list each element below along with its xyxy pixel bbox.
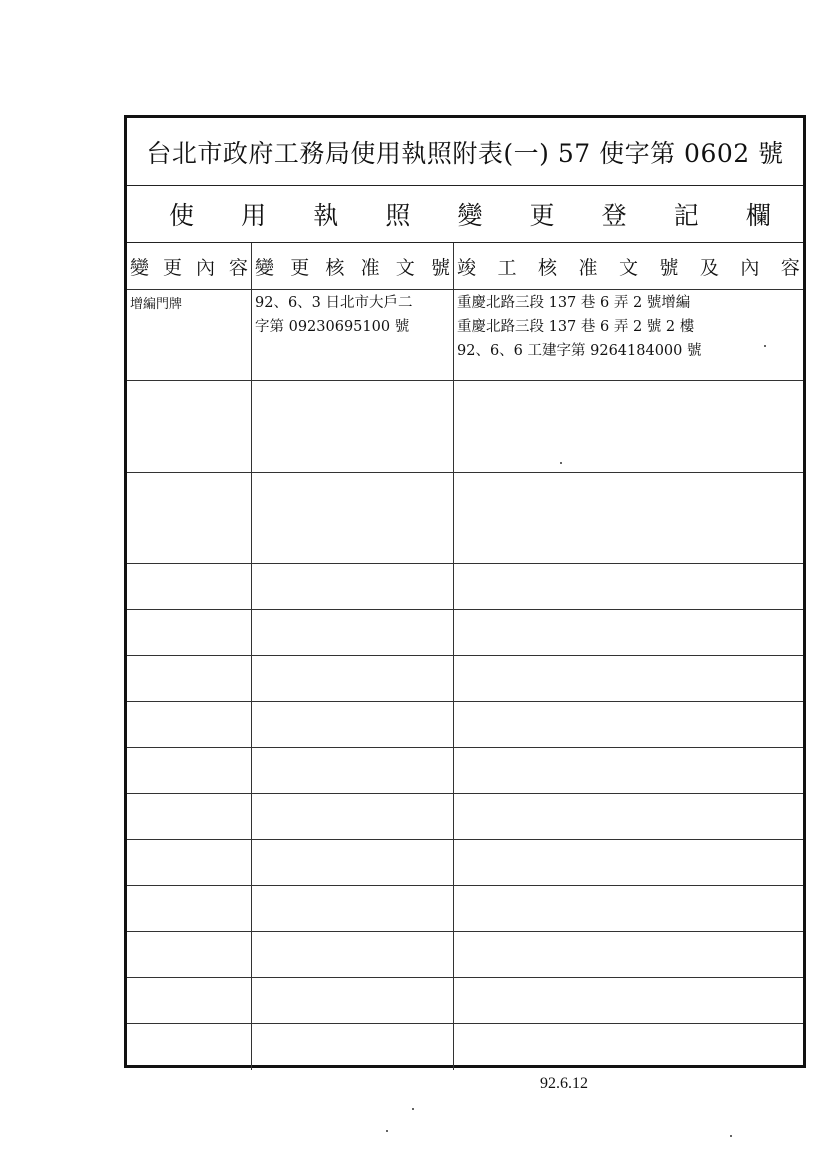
section-heading-char: 更 (529, 200, 555, 230)
approval-doc-no-cell (252, 932, 454, 977)
section-heading-char: 使 (169, 200, 195, 230)
header-char: 號 (659, 256, 679, 279)
change-content-cell (127, 932, 252, 977)
completion-info-cell (454, 656, 803, 701)
change-content-cell (127, 610, 252, 655)
table-row (127, 473, 803, 564)
approval-doc-no-cell (252, 656, 454, 701)
stamp-date: 92.6.12 (540, 1075, 588, 1092)
header-char: 內 (740, 256, 760, 279)
completion-info-cell (454, 840, 803, 885)
change-content-cell (127, 473, 252, 563)
completion-info-cell (454, 886, 803, 931)
approval-doc-no-cell (252, 290, 454, 380)
change-content-cell (127, 748, 252, 793)
col-header-approval-doc-no (252, 243, 454, 289)
col-header-completion-info (454, 243, 803, 289)
completion-info-line: 92、6、6 工建字第 9264184000 號 (457, 343, 702, 359)
completion-info-cell (454, 932, 803, 977)
section-heading-char: 欄 (745, 200, 771, 230)
section-heading-char: 用 (241, 200, 267, 230)
approval-doc-no-cell (252, 702, 454, 747)
completion-info-cell (454, 610, 803, 655)
header-char: 變 (130, 256, 150, 279)
section-heading-char: 執 (313, 200, 339, 230)
header-char: 工 (497, 256, 517, 279)
approval-doc-no-cell (252, 978, 454, 1023)
scan-speck (412, 1108, 414, 1110)
section-heading-char: 登 (601, 200, 627, 230)
approval-doc-line: 字第 09230695100 號 (255, 319, 410, 335)
column-header-row (127, 243, 803, 290)
header-char: 核 (325, 256, 345, 279)
completion-info-cell (454, 702, 803, 747)
header-char: 號 (430, 256, 450, 279)
scan-speck (386, 1130, 388, 1132)
table-row (127, 656, 803, 702)
approval-doc-no-cell (252, 748, 454, 793)
table-row (127, 610, 803, 656)
completion-info-cell (454, 564, 803, 609)
completion-info-cell (454, 1024, 803, 1070)
header-char: 文 (395, 256, 415, 279)
section-heading (127, 185, 803, 243)
completion-info-cell (454, 794, 803, 839)
approval-doc-no-cell (252, 886, 454, 931)
license-attachment-form (124, 115, 806, 1068)
approval-doc-no-cell (252, 610, 454, 655)
section-heading-char: 變 (457, 200, 483, 230)
approval-doc-no-cell (252, 473, 454, 563)
header-char: 文 (618, 256, 638, 279)
scan-speck (560, 462, 562, 464)
approval-doc-no-cell (252, 1024, 454, 1070)
completion-info-cell (454, 748, 803, 793)
change-content-cell (127, 381, 252, 472)
header-char: 核 (537, 256, 557, 279)
scan-speck (730, 1135, 732, 1137)
table-row (127, 978, 803, 1024)
section-heading-char: 照 (385, 200, 411, 230)
table-row (127, 381, 803, 473)
header-char: 准 (360, 256, 380, 279)
change-content-cell (127, 886, 252, 931)
header-char: 容 (780, 256, 800, 279)
completion-info-cell (454, 381, 803, 472)
completion-info-cell (454, 473, 803, 563)
change-content-cell (127, 1024, 252, 1070)
approval-doc-no-cell (252, 794, 454, 839)
change-content-cell (127, 564, 252, 609)
approval-doc-no-cell (252, 381, 454, 472)
completion-info-cell (454, 978, 803, 1023)
header-char: 更 (162, 256, 182, 279)
table-row (127, 1024, 803, 1070)
change-content-cell (127, 840, 252, 885)
section-heading-char: 記 (673, 200, 699, 230)
header-char: 竣 (457, 256, 477, 279)
header-char: 容 (228, 256, 248, 279)
table-row (127, 840, 803, 886)
table-row (127, 932, 803, 978)
completion-info-cell (454, 290, 803, 380)
table-row (127, 290, 803, 381)
completion-info-line: 重慶北路三段 137 巷 6 弄 2 號 2 樓 (457, 319, 695, 335)
header-char: 內 (195, 256, 215, 279)
approval-doc-no-cell (252, 840, 454, 885)
approval-doc-no-cell (252, 564, 454, 609)
scan-speck (764, 345, 766, 347)
change-content-cell (127, 794, 252, 839)
header-char: 變 (255, 256, 275, 279)
header-char: 准 (578, 256, 598, 279)
table-row (127, 564, 803, 610)
change-content-cell (127, 656, 252, 701)
approval-doc-line: 92、6、3 日北市大戶二 (255, 295, 413, 311)
change-content-cell (127, 978, 252, 1023)
table-row (127, 794, 803, 840)
change-content-cell (127, 702, 252, 747)
header-char: 更 (290, 256, 310, 279)
header-char: 及 (699, 256, 719, 279)
change-content-text: 增編門牌 (130, 297, 183, 312)
col-header-change-content (127, 243, 252, 289)
completion-info-line: 重慶北路三段 137 巷 6 弄 2 號增編 (457, 295, 691, 311)
table-row (127, 748, 803, 794)
change-content-cell (127, 290, 252, 380)
form-title: 台北市政府工務局使用執照附表(一) 57 使字第 0602 號 (127, 118, 803, 186)
table-row (127, 702, 803, 748)
table-row (127, 886, 803, 932)
